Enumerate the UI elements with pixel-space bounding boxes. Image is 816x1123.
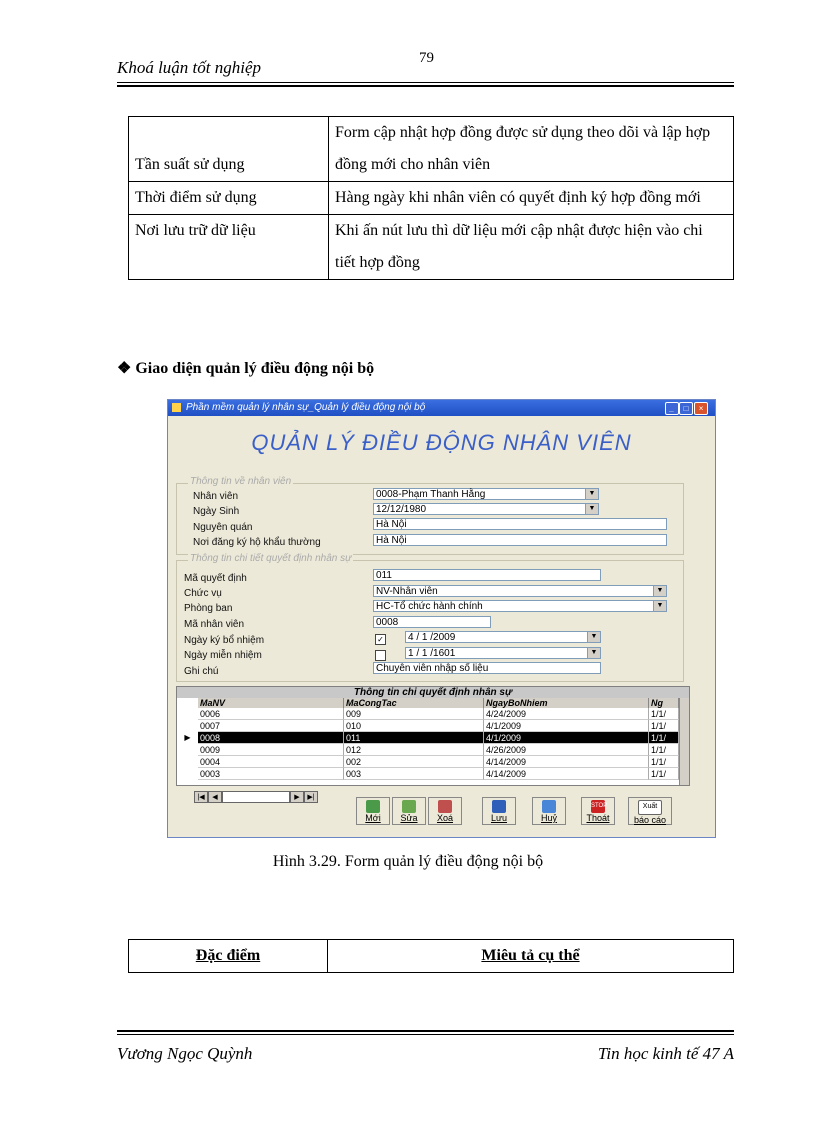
table-row <box>129 940 734 973</box>
record-position <box>222 791 290 803</box>
employee-select[interactable] <box>373 488 599 500</box>
table-row <box>129 182 734 215</box>
footer-class: Tin học kinh tế 47 A <box>597 1044 734 1063</box>
field-label: Ngày ký bổ nhiệm <box>184 635 265 646</box>
grid-cell: 0009 <box>198 744 344 756</box>
grid-title: Thông tin chi quyết định nhân sự <box>177 687 689 698</box>
minimize-icon[interactable]: _ <box>665 402 679 415</box>
header-title: Khoá luận tốt nghiệp <box>117 58 262 77</box>
usage-table <box>128 116 734 280</box>
appointment-date-select[interactable] <box>405 631 601 643</box>
grid-cell: 002 <box>344 756 484 768</box>
maximize-icon[interactable]: □ <box>679 402 693 415</box>
exit-button[interactable]: STOP Thoát <box>581 797 615 825</box>
grid-cell: 1/1/ <box>649 732 679 744</box>
header-rule-thick <box>117 85 734 87</box>
edit-icon <box>402 800 416 813</box>
row-value: Hàng ngày khi nhân viên có quyết định ký hợp đồng mới <box>329 182 734 215</box>
save-icon <box>492 800 506 813</box>
field-label: Nguyên quán <box>193 522 253 533</box>
row-label: Thời điểm sử dụng <box>129 182 329 215</box>
appointment-date-value: 4 / 1 /2009 <box>408 632 456 643</box>
window-title: Phần mềm quản lý nhân sự_Quản lý điều động nội bộ <box>186 402 426 413</box>
first-record-icon[interactable]: |◀ <box>194 791 208 803</box>
position-value: NV-Nhân viên <box>376 586 438 597</box>
page-number: 79 <box>419 50 434 66</box>
chevron-down-icon[interactable]: ▼ <box>587 648 600 658</box>
hometown-field[interactable]: Hà Nội <box>373 518 667 530</box>
row-value: Khi ấn nút lưu thì dữ liệu mới cập nhật được hiện vào chi tiết hợp đồng <box>329 215 734 280</box>
delete-button[interactable]: Xoá <box>428 797 462 825</box>
table-row <box>129 117 734 182</box>
new-button[interactable]: Mới <box>356 797 390 825</box>
footer-author: Vương Ngọc Quỳnh <box>117 1044 253 1063</box>
department-value: HC-Tổ chức hành chính <box>376 601 483 612</box>
column-header[interactable]: Ng <box>649 698 679 708</box>
report-icon: Xuất <box>638 800 662 815</box>
dismissal-date-select[interactable] <box>405 647 601 659</box>
table-row[interactable] <box>177 720 689 732</box>
section-title-text: Giao diện quản lý điều động nội bộ <box>135 360 375 377</box>
dismissal-date-value: 1 / 1 /1601 <box>408 648 456 659</box>
appointment-checkbox[interactable]: ✓ <box>375 634 386 645</box>
table-row[interactable] <box>177 708 689 720</box>
grid-cell: 010 <box>344 720 484 732</box>
grid-cell: 1/1/ <box>649 756 679 768</box>
app-icon <box>172 403 181 412</box>
cancel-button[interactable]: Huỷ <box>532 797 566 825</box>
footer-rule <box>117 1034 734 1035</box>
add-icon <box>366 800 380 813</box>
table-row <box>129 215 734 280</box>
position-select[interactable] <box>373 585 667 597</box>
chevron-down-icon[interactable]: ▼ <box>587 632 600 642</box>
grid-cell: 4/24/2009 <box>484 708 649 720</box>
app-window <box>167 399 716 838</box>
grid-cell: 0004 <box>198 756 344 768</box>
grid-cell: 4/14/2009 <box>484 768 649 780</box>
save-button[interactable]: Lưu <box>482 797 516 825</box>
decision-code-field[interactable]: 011 <box>373 569 601 581</box>
table-row[interactable] <box>177 768 689 780</box>
next-record-icon[interactable]: ▶ <box>290 791 304 803</box>
birthdate-value: 12/12/1980 <box>376 504 427 515</box>
field-label: Nơi đăng ký hộ khẩu thường <box>193 537 321 548</box>
grid-cell: 003 <box>344 768 484 780</box>
figure-caption: Hình 3.29. Form quản lý điều động nội bộ <box>272 853 544 870</box>
field-label: Phòng ban <box>184 603 233 614</box>
field-label: Mã nhân viên <box>184 619 245 630</box>
grid-cell: 4/14/2009 <box>484 756 649 768</box>
decision-grid[interactable] <box>176 686 690 786</box>
bullet-icon: ❖ <box>117 360 132 377</box>
header-rule <box>117 82 734 83</box>
grid-cell: 1/1/ <box>649 720 679 732</box>
field-label: Mã quyết định <box>184 573 247 584</box>
field-label: Ghi chú <box>184 666 219 677</box>
chevron-down-icon[interactable]: ▼ <box>585 504 598 514</box>
chevron-down-icon[interactable]: ▼ <box>653 601 666 611</box>
field-label: Ngày Sinh <box>193 506 240 517</box>
footer-rule-thick <box>117 1030 734 1032</box>
column-header[interactable]: NgayBoNhiem <box>484 698 649 708</box>
table-row-selected[interactable] <box>177 732 689 744</box>
row-value: Form cập nhật hợp đồng được sử dụng theo dõi và lập hợp đồng mới cho nhân viên <box>329 117 734 182</box>
field-label: Chức vụ <box>184 588 222 599</box>
column-header[interactable]: MaNV <box>198 698 344 708</box>
row-label: Nơi lưu trữ dữ liệu <box>129 215 329 280</box>
grid-cell: 0003 <box>198 768 344 780</box>
feature-table <box>128 939 734 973</box>
grid-cell: 1/1/ <box>649 744 679 756</box>
column-header: Miêu tả cụ thể <box>328 940 734 973</box>
close-icon[interactable]: × <box>694 402 708 415</box>
table-row[interactable] <box>177 744 689 756</box>
report-button[interactable]: Xuất báo cáo <box>628 797 672 825</box>
birthdate-select[interactable] <box>373 503 599 515</box>
grid-cell: 011 <box>344 732 484 744</box>
grid-cell: 0008 <box>198 732 344 744</box>
grid-cell: 1/1/ <box>649 708 679 720</box>
grid-cell: 4/26/2009 <box>484 744 649 756</box>
undo-icon <box>542 800 556 813</box>
grid-cell: 4/1/2009 <box>484 732 649 744</box>
delete-icon <box>438 800 452 813</box>
chevron-down-icon[interactable]: ▼ <box>653 586 666 596</box>
field-label: Nhân viên <box>193 491 239 502</box>
row-label: Tần suất sử dụng <box>129 117 329 182</box>
employee-value: 0008-Phạm Thanh Hằng <box>376 489 486 500</box>
section-title <box>117 358 374 378</box>
grid-cell: 012 <box>344 744 484 756</box>
grid-cell: 1/1/ <box>649 768 679 780</box>
edit-button[interactable]: Sửa <box>392 797 426 825</box>
app-heading: QUẢN LÝ ĐIỀU ĐỘNG NHÂN VIÊN <box>251 430 632 455</box>
column-header: Đặc điểm <box>129 940 328 973</box>
note-field[interactable]: Chuyên viên nhập số liệu <box>373 662 601 674</box>
grid-cell: 009 <box>344 708 484 720</box>
row-pointer-icon: ▶ <box>177 732 198 744</box>
chevron-down-icon[interactable]: ▼ <box>585 489 598 499</box>
grid-cell: 0007 <box>198 720 344 732</box>
last-record-icon[interactable]: ▶| <box>304 791 318 803</box>
grid-cell: 0006 <box>198 708 344 720</box>
table-row[interactable] <box>177 756 689 768</box>
dismissal-checkbox[interactable] <box>375 650 386 661</box>
stop-icon: STOP <box>591 800 605 813</box>
grid-scrollbar[interactable] <box>679 698 690 785</box>
employee-code-field[interactable]: 0008 <box>373 616 491 628</box>
residence-field[interactable]: Hà Nội <box>373 534 667 546</box>
column-header[interactable]: MaCongTac <box>344 698 484 708</box>
field-label: Ngày miễn nhiệm <box>184 650 262 661</box>
department-select[interactable] <box>373 600 667 612</box>
group-label: Thông tin về nhân viên <box>190 476 292 487</box>
window-titlebar <box>168 400 715 416</box>
group-label: Thông tin chi tiết quyết định nhân sự <box>190 553 352 564</box>
prev-record-icon[interactable]: ◀ <box>208 791 222 803</box>
grid-cell: 4/1/2009 <box>484 720 649 732</box>
